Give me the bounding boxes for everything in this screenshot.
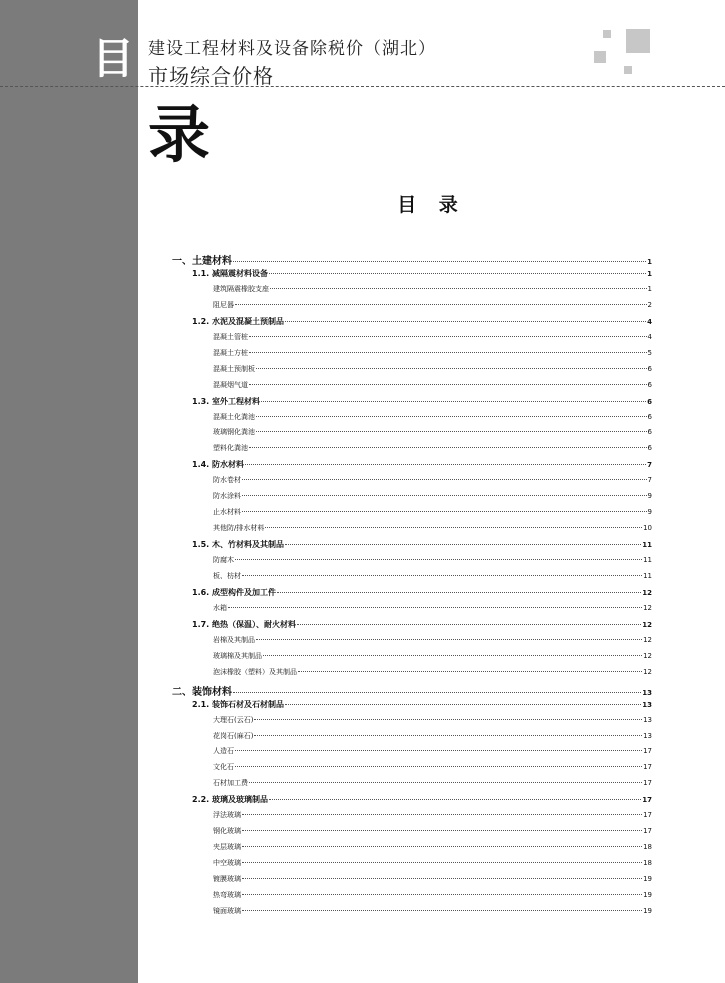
toc-leader-dots [256, 368, 647, 369]
toc-entry[interactable] [213, 443, 652, 453]
decorative-square [624, 66, 632, 74]
toc-entry-label: 1.5. 木、竹材料及其制品 [192, 540, 284, 550]
toc-entry[interactable] [213, 555, 652, 565]
toc-leader-dots [242, 910, 642, 911]
toc-entry-page: 1 [647, 284, 652, 293]
toc-entry-label: 泡沫橡胶（塑料）及其制品 [213, 667, 297, 676]
toc-entry[interactable] [213, 651, 652, 661]
toc-entry-page: 7 [647, 476, 652, 485]
toc-entry-page: 12 [643, 667, 652, 676]
toc-entry-label: 混凝土预制板 [213, 364, 255, 373]
toc-leader-dots [298, 671, 642, 672]
toc-entry-label: 混凝土化粪池 [213, 412, 255, 421]
toc-entry-label: 塑料化粪池 [213, 444, 248, 453]
toc-entry-label: 防腐木 [213, 556, 234, 565]
toc-leader-dots [242, 878, 642, 879]
sidebar-band [0, 0, 138, 983]
toc-entry[interactable] [213, 746, 652, 756]
toc-entry-page: 12 [642, 620, 652, 629]
toc-entry[interactable] [192, 619, 652, 630]
toc-leader-dots [277, 592, 641, 593]
toc-entry-label: 大理石(云石) [213, 715, 254, 724]
toc-entry-page: 1 [647, 269, 652, 278]
toc-entry-page: 12 [643, 635, 652, 644]
toc-entry-page: 17 [643, 811, 652, 820]
toc-entry-label: 建筑隔震橡胶支座 [213, 284, 269, 293]
toc-entry[interactable] [213, 762, 652, 772]
toc-entry-page: 9 [647, 508, 652, 517]
toc-entry[interactable] [192, 539, 652, 550]
toc-entry-page: 13 [642, 700, 652, 709]
section-character: 目 [92, 34, 135, 83]
toc-leader-dots [256, 639, 642, 640]
toc-entry-page: 7 [647, 461, 652, 470]
toc-entry-page: 6 [647, 380, 652, 389]
toc-entry-page: 6 [647, 364, 652, 373]
toc-leader-dots [249, 336, 647, 337]
toc-leader-dots [242, 495, 647, 496]
toc-leader-dots [285, 704, 641, 705]
toc-entry-page: 12 [643, 651, 652, 660]
toc-entry[interactable] [213, 491, 652, 501]
toc-entry[interactable] [213, 858, 652, 868]
toc-entry-page: 1 [647, 258, 652, 266]
toc-entry-label: 浮法玻璃 [213, 811, 241, 820]
toc-leader-dots [269, 273, 646, 274]
toc-entry-page: 4 [647, 317, 652, 326]
toc-entry-page: 9 [647, 492, 652, 501]
toc-leader-dots [261, 401, 646, 402]
decorative-square [603, 30, 611, 38]
toc-entry-label: 1.3. 室外工程材料 [192, 396, 260, 406]
toc-entry-label: 二、装饰材料 [172, 686, 232, 698]
toc-entry-label: 夹层玻璃 [213, 843, 241, 852]
toc-entry[interactable] [213, 300, 652, 310]
toc-entry-page: 4 [647, 332, 652, 341]
toc-leader-dots [270, 288, 647, 289]
document-title: 建设工程材料及设备除税价（湖北） [148, 39, 436, 59]
toc-leader-dots [249, 384, 647, 385]
toc-entry[interactable] [192, 459, 652, 470]
toc-entry[interactable] [213, 667, 652, 677]
toc-leader-dots [242, 846, 642, 847]
toc-entry[interactable] [172, 683, 652, 698]
toc-leader-dots [235, 766, 642, 767]
toc-leader-dots [263, 655, 642, 656]
toc-entry-page: 11 [643, 556, 652, 565]
toc-entry-label: 1.1. 减隔震材料设备 [192, 268, 268, 278]
toc-leader-dots [265, 527, 642, 528]
toc-leader-dots [254, 735, 642, 736]
toc-entry-label: 止水材料 [213, 508, 241, 517]
toc-entry[interactable] [213, 412, 652, 422]
toc-leader-dots [235, 559, 642, 560]
toc-leader-dots [233, 692, 641, 693]
toc-leader-dots [242, 830, 642, 831]
toc-entry-page: 13 [643, 731, 652, 740]
toc-leader-dots [249, 447, 647, 448]
toc-entry-label: 玻璃棉及其制品 [213, 651, 262, 660]
toc-leader-dots [245, 464, 646, 465]
toc-entry-page: 12 [643, 603, 652, 612]
toc-leader-dots [242, 894, 642, 895]
toc-entry-label: 混凝土方桩 [213, 348, 248, 357]
toc-leader-dots [235, 304, 647, 305]
toc-leader-dots [285, 544, 641, 545]
toc-entry-label: 混凝土管桩 [213, 332, 248, 341]
toc-leader-dots [242, 814, 642, 815]
toc-entry[interactable] [213, 332, 652, 342]
toc-leader-dots [228, 607, 642, 608]
toc-leader-dots [256, 416, 647, 417]
toc-entry-label: 人造石 [213, 747, 234, 756]
document-subtitle: 市场综合价格 [148, 64, 274, 88]
toc-leader-dots [242, 862, 642, 863]
toc-entry-page: 17 [643, 779, 652, 788]
toc-entry-label: 玻璃钢化粪池 [213, 428, 255, 437]
toc-entry[interactable] [213, 523, 652, 533]
toc-entry-label: 镜面玻璃 [213, 906, 241, 915]
toc-entry[interactable] [213, 890, 652, 900]
toc-entry-page: 11 [643, 572, 652, 580]
toc-leader-dots [249, 352, 647, 353]
toc-entry-page: 19 [643, 891, 652, 899]
toc-entry[interactable] [213, 603, 652, 613]
toc-entry[interactable] [213, 810, 652, 820]
toc-entry-page: 5 [647, 348, 652, 357]
toc-entry-page: 10 [643, 524, 652, 533]
toc-entry[interactable] [172, 252, 652, 267]
toc-entry[interactable] [192, 268, 652, 279]
toc-entry-label: 镀膜玻璃 [213, 875, 241, 884]
toc-entry-page: 6 [647, 397, 652, 406]
toc-leader-dots [297, 624, 641, 625]
toc-entry-label: 石材加工费 [213, 779, 248, 788]
large-calligraphy-character: 录 [148, 98, 211, 171]
toc-entry-page: 18 [643, 859, 652, 868]
toc-entry-page: 19 [643, 906, 652, 915]
toc-entry-label: 文化石 [213, 763, 234, 772]
toc-entry-page: 17 [643, 747, 652, 756]
decorative-square [594, 51, 606, 63]
toc-entry[interactable] [213, 731, 652, 741]
toc-entry[interactable] [213, 842, 652, 852]
toc-entry-page: 18 [643, 843, 652, 852]
toc-entry-page: 19 [643, 875, 652, 884]
toc-entry-label: 阻尼器 [213, 300, 234, 309]
toc-entry[interactable] [213, 284, 652, 294]
toc-entry-label: 1.4. 防水材料 [192, 460, 244, 470]
decorative-square [626, 29, 650, 53]
toc-entry[interactable] [213, 348, 652, 358]
toc-entry-label: 其他防/排水材料 [213, 524, 265, 533]
toc-entry-label: 一、土建材料 [172, 256, 232, 267]
toc-entry-page: 12 [642, 588, 652, 597]
toc-entry[interactable] [213, 715, 652, 725]
toc-entry-page: 6 [647, 428, 652, 437]
toc-entry[interactable] [213, 380, 652, 390]
toc-leader-dots [249, 782, 642, 783]
toc-entry[interactable] [192, 396, 652, 407]
toc-entry[interactable] [213, 826, 652, 836]
toc-entry-page: 2 [647, 300, 652, 309]
toc-heading: 目 录 [397, 194, 466, 216]
toc-entry-page: 6 [647, 444, 652, 453]
toc-entry-label: 1.7. 绝热（保温）、耐火材料 [192, 619, 296, 629]
toc-entry-page: 13 [642, 688, 652, 697]
toc-entry[interactable] [192, 699, 652, 710]
toc-entry-label: 1.6. 成型构件及加工件 [192, 587, 276, 597]
toc-entry-label: 混凝烟气道 [213, 380, 248, 389]
toc-entry-label: 水箱 [213, 603, 227, 612]
toc-entry-page: 11 [642, 541, 652, 550]
header-divider [0, 86, 725, 87]
toc-entry-label: 花岗石(麻石) [213, 731, 254, 740]
toc-entry-label: 钢化玻璃 [213, 827, 241, 836]
toc-entry[interactable] [213, 778, 652, 788]
toc-entry-label: 岩棉及其制品 [213, 635, 255, 644]
toc-entry[interactable] [213, 906, 652, 916]
toc-entry[interactable] [213, 507, 652, 517]
toc-entry-label: 2.1. 装饰石材及石材制品 [192, 699, 284, 709]
toc-entry-page: 6 [647, 412, 652, 421]
toc-entry-label: 防水卷材 [213, 476, 241, 485]
toc-entry[interactable] [213, 874, 652, 884]
toc-leader-dots [235, 750, 642, 751]
toc-entry-label: 1.2. 水泥及混凝土预制品 [192, 316, 284, 326]
toc-entry-label: 板、枋材 [213, 572, 241, 580]
toc-entry[interactable] [192, 794, 652, 805]
toc-entry-page: 13 [643, 715, 652, 724]
toc-entry[interactable] [192, 587, 652, 598]
toc-entry-page: 17 [642, 796, 652, 805]
toc-entry-label: 热弯玻璃 [213, 891, 241, 899]
toc-entry[interactable] [192, 316, 652, 327]
toc-entry[interactable] [213, 571, 652, 581]
toc-entry-label: 中空玻璃 [213, 859, 241, 868]
toc-leader-dots [242, 575, 642, 576]
toc-leader-dots [269, 799, 641, 800]
toc-entry-label: 防水涂料 [213, 492, 241, 501]
toc-entry[interactable] [213, 364, 652, 374]
toc-leader-dots [242, 479, 647, 480]
toc-leader-dots [256, 431, 647, 432]
toc-entry[interactable] [213, 475, 652, 485]
toc-entry-label: 2.2. 玻璃及玻璃制品 [192, 795, 268, 805]
toc-entry-page: 17 [643, 763, 652, 772]
toc-leader-dots [285, 321, 646, 322]
toc-leader-dots [254, 719, 642, 720]
toc-entry-page: 17 [643, 827, 652, 836]
toc-entry[interactable] [213, 635, 652, 645]
toc-leader-dots [233, 261, 646, 262]
toc-leader-dots [242, 511, 647, 512]
toc-entry[interactable] [213, 427, 652, 437]
